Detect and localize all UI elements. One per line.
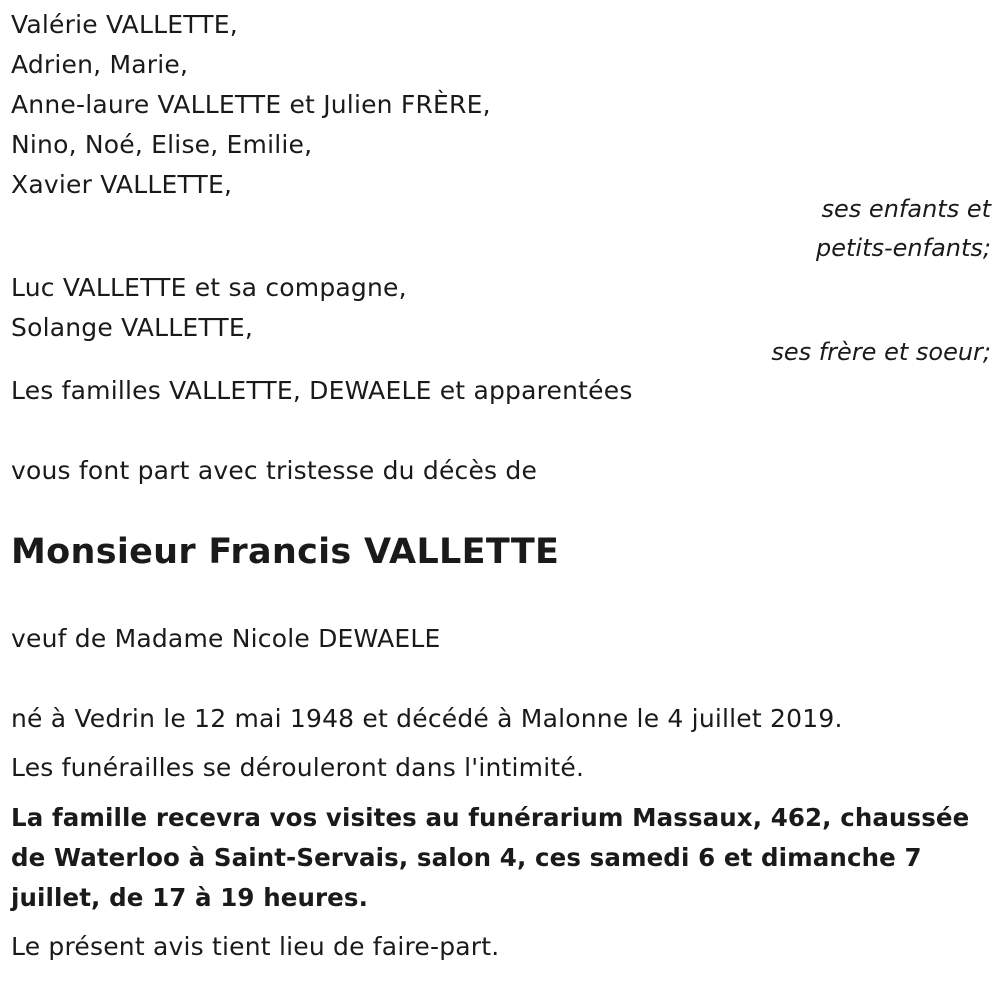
siblings-relation: ses frère et soeur; <box>771 338 991 366</box>
sibling-name-1: Luc VALLETTE et sa compagne, <box>11 273 407 302</box>
child-name-4: Nino, Noé, Elise, Emilie, <box>11 130 313 159</box>
children-relation-line-1: ses enfants et <box>821 195 991 223</box>
announcement-line: vous font part avec tristesse du décès de <box>11 456 538 485</box>
child-name-3: Anne-laure VALLETTE et Julien FRÈRE, <box>11 90 491 119</box>
child-name-2: Adrien, Marie, <box>11 50 189 79</box>
families-line: Les familles VALLETTE, DEWAELE et apparentées <box>11 376 633 405</box>
children-relation-line-2: petits-enfants; <box>816 234 991 262</box>
funeral-note: Les funérailles se dérouleront dans l'intimité. <box>11 753 585 782</box>
visit-info: La famille recevra vos visites au funérarium Massaux, 462, chaussée de Waterloo à Saint-Servais, salon 4, ces samedi 6 et dimanche 7 juillet, de 17 à 19 heures. <box>11 803 970 912</box>
child-name-1: Valérie VALLETTE, <box>11 10 238 39</box>
widower-line: veuf de Madame Nicole DEWAELE <box>11 624 441 653</box>
deceased-name: Monsieur Francis VALLETTE <box>11 532 560 572</box>
birth-death-line: né à Vedrin le 12 mai 1948 et décédé à Malonne le 4 juillet 2019. <box>11 704 843 733</box>
sibling-name-2: Solange VALLETTE, <box>11 313 253 342</box>
child-name-5: Xavier VALLETTE, <box>11 170 233 199</box>
closing-line: Le présent avis tient lieu de faire-part. <box>11 932 500 961</box>
